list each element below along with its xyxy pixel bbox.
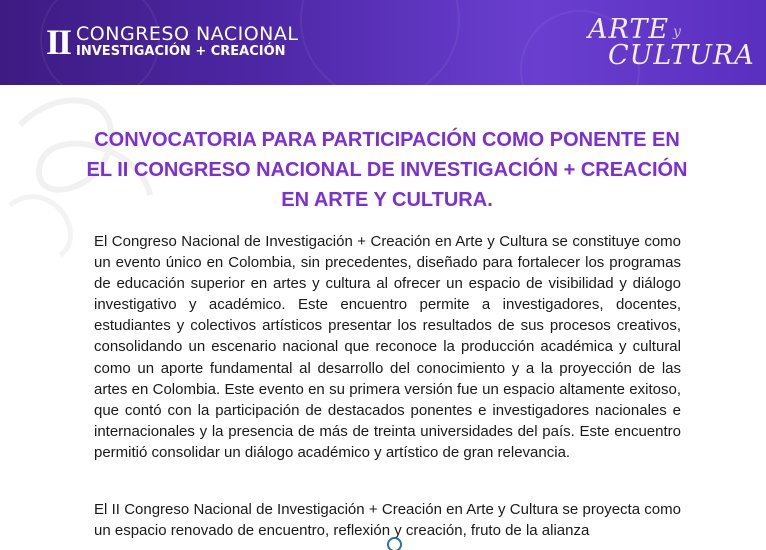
congress-logo-line1: CONGRESO NACIONAL: [76, 23, 299, 45]
call-for-papers-title: CONVOCATORIA PARA PARTICIPACIÓN COMO PONENTE EN EL II CONGRESO NACIONAL DE INVESTIGACIÓN + CREACIÓN EN ARTE Y CULTURA.: [86, 129, 688, 211]
banner-decoration: [300, 0, 460, 85]
logo-word-arte: ARTE: [588, 14, 670, 45]
document-header-banner: [0, 0, 766, 85]
logo-word-y: y: [673, 24, 681, 40]
body-paragraph-2: El II Congreso Nacional de Investigación + Creación en Arte y Cultura se proyecta como un espacio renovado de encuentro, reflexión y creación, fruto de la alianza: [94, 501, 681, 540]
congress-logo-text: [76, 24, 298, 60]
logo-word-cultura: CULTURA: [608, 40, 755, 71]
document-page: [0, 85, 766, 550]
congress-logo: [46, 20, 298, 64]
arte-y-cultura-logo: [588, 12, 755, 72]
congress-logo-line2: INVESTIGACIÓN + CREACIÓN: [76, 44, 286, 59]
cursor-ring-icon: [387, 537, 402, 550]
body-paragraph-1: El Congreso Nacional de Investigación + Creación en Arte y Cultura se constituye como un evento único en Colombia, sin precedentes, diseñado para fortalecer los programas de educación superior en artes y cultura al ofrecer un espacio de visibilidad y diálogo investigativo y académico. Este encuentro permite a investigadores, docentes, estudiantes y colectivos artísticos presentar los resultados de sus procesos creativos, consolidando un escenario nacional que reconoce la producción académica y cultural como un aporte fundamental al desarrollo del conocimiento y a la proyección de las artes en Colombia. Este evento en su primera versión fue un espacio altamente exitoso, que contó con la participación de destacados ponentes e investigadores nacionales e internacionales y la presencia de más de treinta universidades del país. Este encuentro permitió consolidar un diálogo académico y artístico de gran relevancia.: [94, 233, 681, 461]
congress-logo-roman-numeral: II: [46, 22, 71, 62]
